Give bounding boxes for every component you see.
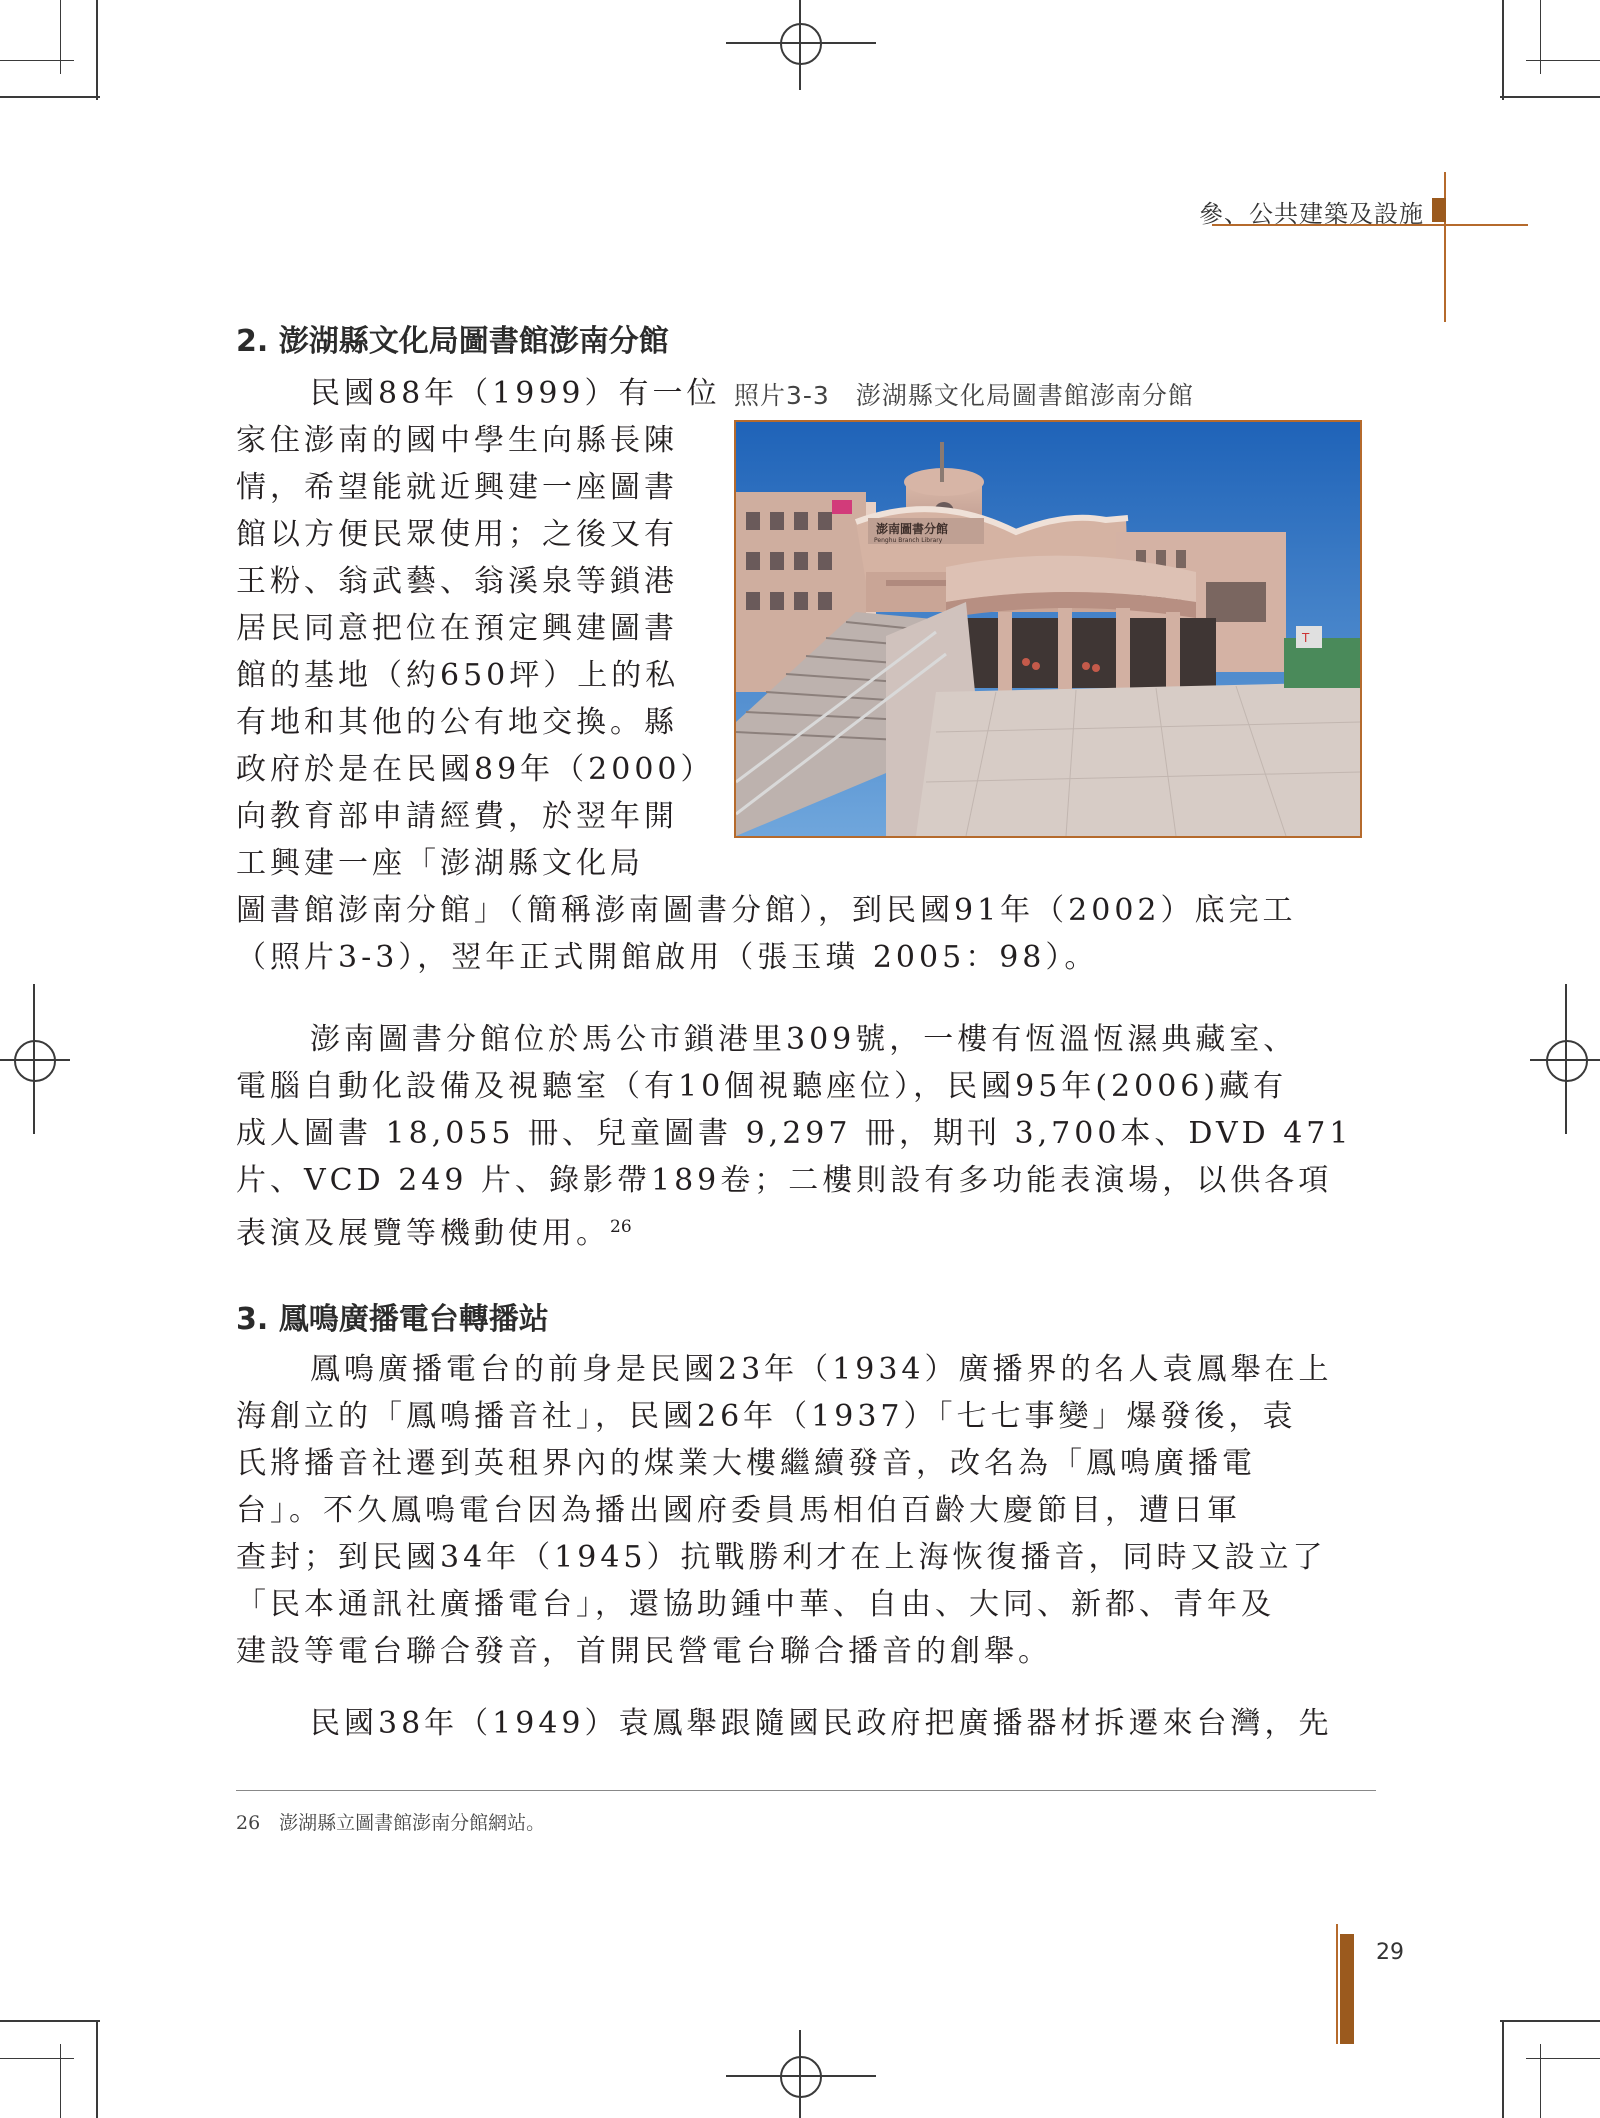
page-number: 29	[1376, 1940, 1404, 1965]
text-line: 政府於是在民國89年（2000）	[236, 752, 715, 787]
text-line: 氏將播音社遷到英租界內的煤業大樓繼續發音，改名為「鳳鳴廣播電	[236, 1446, 1256, 1481]
text-line: 片、VCD 249 片、錄影帶189卷；二樓則設有多功能表演場，以供各項	[236, 1163, 1333, 1198]
text-line: 居民同意把位在預定興建圖書	[236, 611, 678, 646]
footnote: 26 澎湖縣立圖書館澎南分館網站。	[236, 1812, 546, 1834]
page-accent-bar	[1340, 1934, 1354, 2044]
sign-text: 澎南圖書分館	[876, 522, 949, 536]
footnote-rule	[236, 1790, 1376, 1791]
section2-paragraph-2	[236, 1016, 1352, 1257]
text-line: 海創立的「鳳鳴播音社」，民國26年（1937）「七七事變」爆發後，袁	[236, 1399, 1297, 1434]
library-photo	[734, 420, 1362, 838]
section-title-3: 3. 鳳鳴廣播電台轉播站	[236, 1302, 549, 1337]
photo-caption: 照片3-3 澎湖縣文化局圖書館澎南分館	[734, 381, 1194, 410]
text-line: 「民本通訊社廣播電台」，還協助鍾中華、自由、大同、新都、青年及	[236, 1587, 1275, 1622]
header-rule-vertical	[1444, 172, 1446, 322]
sign-subtext: Penghu Branch Library	[874, 537, 943, 544]
text-line: 情，希望能就近興建一座圖書	[236, 470, 678, 505]
text-line: 建設等電台聯合發音，首開民營電台聯合播音的創舉。	[236, 1634, 1052, 1669]
text-line: 電腦自動化設備及視聽室（有10個視聽座位），民國95年(2006)藏有	[236, 1069, 1288, 1104]
text-line: 成人圖書 18,055 冊、兒童圖書 9,297 冊，期刊 3,700本、DVD 471	[236, 1116, 1353, 1151]
text-line: 圖書館澎南分館」（簡稱澎南圖書分館），到民國91年（2002）底完工	[236, 893, 1297, 928]
text-line: 王粉、翁武藝、翁溪泉等鎖港	[236, 564, 678, 599]
page-rule-vertical	[1336, 1924, 1338, 2044]
text-line: 館的基地（約650坪）上的私	[236, 658, 680, 693]
text-line: 鳳鳴廣播電台的前身是民國23年（1934）廣播界的名人袁鳳舉在上	[310, 1352, 1333, 1387]
text-line: 向教育部申請經費，於翌年開	[236, 799, 678, 834]
footnote-reference[interactable]: 26	[610, 1217, 632, 1237]
text-line: 台」。不久鳳鳴電台因為播出國府委員馬相伯百齡大慶節目，遭日軍	[236, 1493, 1241, 1528]
section3-paragraph-1	[236, 1346, 1333, 1675]
header-accent-bar	[1432, 198, 1446, 222]
sign-flag: T	[1302, 631, 1310, 645]
text-line: 民國88年（1999）有一位	[310, 376, 721, 411]
section3-paragraph-2	[236, 1700, 1333, 1747]
text-line: 查封；到民國34年（1945）抗戰勝利才在上海恢復播音，同時又設立了	[236, 1540, 1327, 1575]
text-line: 民國38年（1949）袁鳳舉跟隨國民政府把廣播器材拆遷來台灣，先	[310, 1706, 1333, 1741]
section-title-2: 2. 澎湖縣文化局圖書館澎南分館	[236, 324, 669, 359]
text-line	[236, 1204, 1352, 1257]
text-line: 有地和其他的公有地交換。縣	[236, 705, 678, 740]
text-line: 澎南圖書分館位於馬公市鎖港里309號，一樓有恆溫恆濕典藏室、	[310, 1022, 1298, 1057]
running-head: 參、公共建築及設施	[1199, 200, 1424, 228]
text-line: （照片3-3），翌年正式開館啟用（張玉璜 2005：98）。	[236, 940, 1099, 975]
text-line: 工興建一座「澎湖縣文化局	[236, 846, 644, 881]
text-line: 家住澎南的國中學生向縣長陳	[236, 423, 678, 458]
text-line: 館以方便民眾使用；之後又有	[236, 517, 678, 552]
text-line-end: 表演及展覽等機動使用。	[236, 1216, 610, 1251]
